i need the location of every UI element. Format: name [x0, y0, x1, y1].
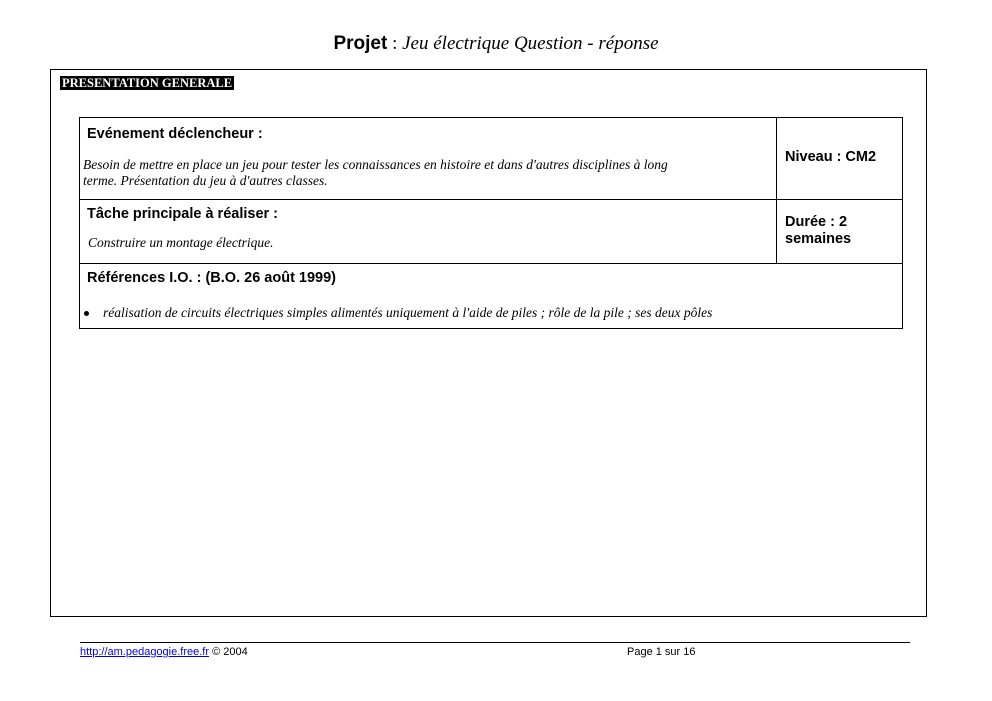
title-project-name: Jeu électrique Question - réponse	[402, 33, 659, 54]
duration-line2: semaines	[785, 231, 852, 247]
task-heading: Tâche principale à réaliser :	[87, 206, 279, 222]
table-row-divider	[80, 263, 902, 264]
event-cell	[83, 126, 767, 189]
bullet-icon	[84, 311, 89, 316]
level-cell	[785, 149, 897, 166]
event-text-line1: Besoin de mettre en place un jeu pour tester les connaissances en histoire et dans d'autres disciplines à long	[83, 157, 668, 172]
page-number: Page 1 sur 16	[627, 646, 696, 658]
duration-line1: Durée : 2	[785, 214, 848, 230]
references-cell	[87, 270, 887, 287]
reference-item-text: réalisation de circuits électriques simples alimentés uniquement à l'aide de piles ; rôle de la pile ; ses deux pôles	[103, 305, 713, 320]
task-text: Construire un montage électrique.	[88, 235, 274, 250]
footer-link[interactable]: http://am.pedagogie.free.fr	[80, 646, 210, 658]
table-row-divider	[80, 199, 902, 200]
title-project-label: Projet	[333, 33, 388, 54]
event-text-line2: terme. Présentation du jeu à d'autres classes.	[83, 173, 328, 188]
presentation-frame	[50, 69, 927, 617]
list-item	[84, 305, 712, 321]
level-label: Niveau : CM2	[785, 149, 877, 165]
title-separator: :	[387, 33, 403, 54]
project-info-table	[79, 117, 903, 329]
references-heading: Références I.O. : (B.O. 26 août 1999)	[87, 270, 337, 286]
duration-cell	[785, 214, 897, 248]
task-cell	[87, 206, 767, 251]
table-column-divider	[776, 118, 777, 263]
footer-divider	[80, 642, 910, 643]
section-label: PRESENTATION GENERALE	[62, 76, 233, 90]
document-title	[0, 32, 992, 56]
footer-credit	[80, 645, 248, 659]
event-heading: Evénement déclencheur :	[87, 126, 263, 142]
footer-copyright: © 2004	[209, 646, 248, 658]
